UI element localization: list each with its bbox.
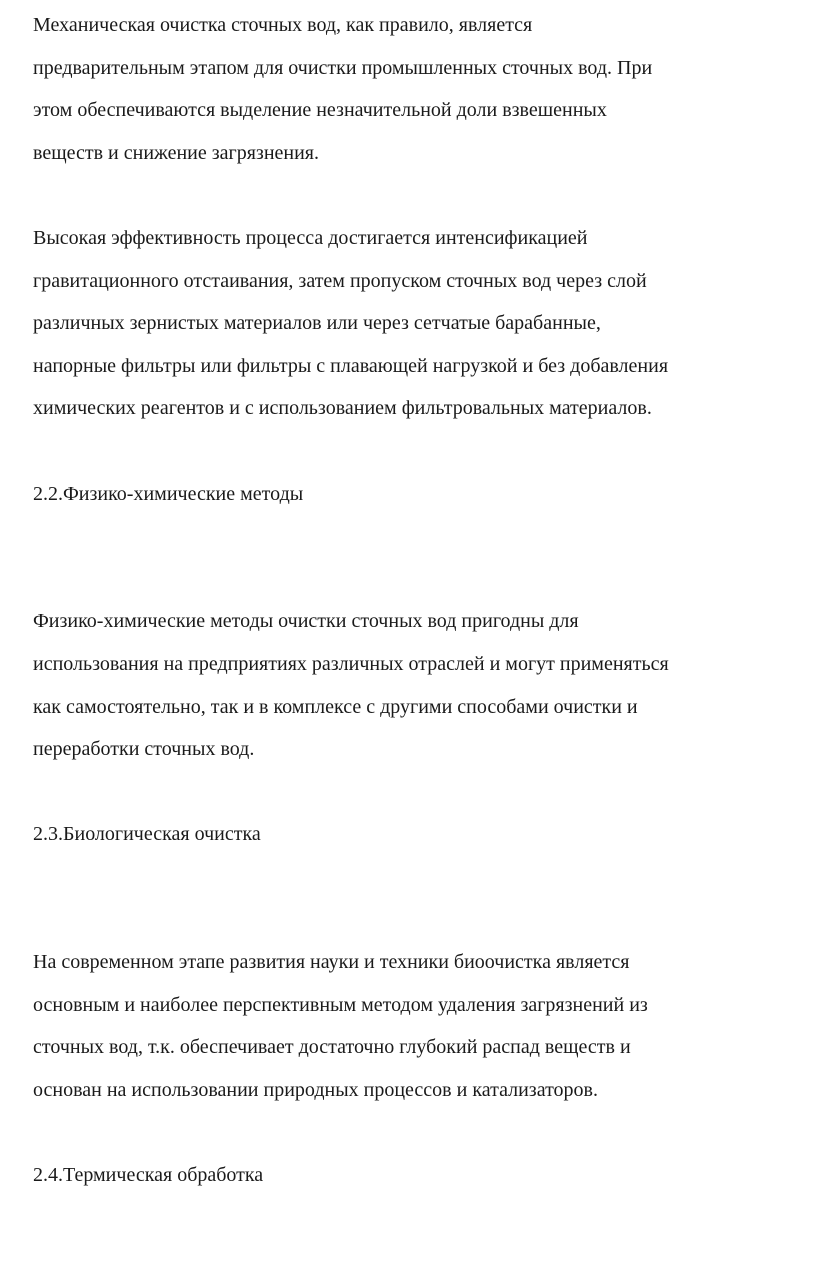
paragraph-gap (33, 174, 816, 217)
paragraph-physico-chemical (33, 600, 816, 770)
text-line: Физико-химические методы очистки сточных вод пригодны для (33, 610, 579, 633)
section-heading-2-2: 2.2.Физико-химические методы (33, 482, 304, 505)
paragraph-gap (33, 771, 816, 814)
document-page (33, 4, 816, 1197)
text-line: использования на предприятиях различных отраслей и могут применяться (33, 652, 669, 675)
text-line: гравитационного отстаивания, затем пропуском сточных вод через слой (33, 269, 647, 292)
text-line: сточных вод, т.к. обеспечивает достаточно глубокий распад веществ и (33, 1036, 631, 1059)
paragraph-biological (33, 941, 816, 1111)
text-line: как самостоятельно, так и в комплексе с другими способами очистки и (33, 695, 638, 718)
paragraph-gap (33, 898, 816, 941)
text-line: основным и наиболее перспективным методом удаления загрязнений из (33, 993, 648, 1016)
text-line: этом обеспечиваются выделение незначительной доли взвешенных (33, 99, 607, 122)
text-line: напорные фильтры или фильтры с плавающей нагрузкой и без добавления (33, 354, 669, 377)
text-line: предварительным этапом для очистки промышленных сточных вод. При (33, 56, 653, 79)
text-line: Механическая очистка сточных вод, как правило, является (33, 14, 533, 36)
paragraph-gap (33, 558, 816, 601)
paragraph-efficiency (33, 217, 816, 430)
text-line: веществ и снижение загрязнения. (33, 141, 320, 164)
text-line: Высокая эффективность процесса достигается интенсификацией (33, 226, 588, 249)
section-heading-2-3: 2.3.Биологическая очистка (33, 823, 261, 846)
paragraph-gap (33, 1111, 816, 1154)
paragraph-mechanical-cleaning (33, 4, 816, 174)
text-line: основан на использовании природных процессов и катализаторов. (33, 1078, 598, 1101)
section-heading-2-4: 2.4.Термическая обработка (33, 1164, 264, 1187)
paragraph-gap (33, 515, 816, 558)
paragraph-gap (33, 430, 816, 473)
text-line: переработки сточных вод. (33, 738, 255, 761)
text-line: На современном этапе развития науки и техники биоочистка является (33, 951, 630, 974)
paragraph-gap (33, 856, 816, 899)
text-line: различных зернистых материалов или через сетчатые барабанные, (33, 312, 601, 335)
text-line: химических реагентов и с использованием фильтровальных материалов. (33, 397, 652, 420)
